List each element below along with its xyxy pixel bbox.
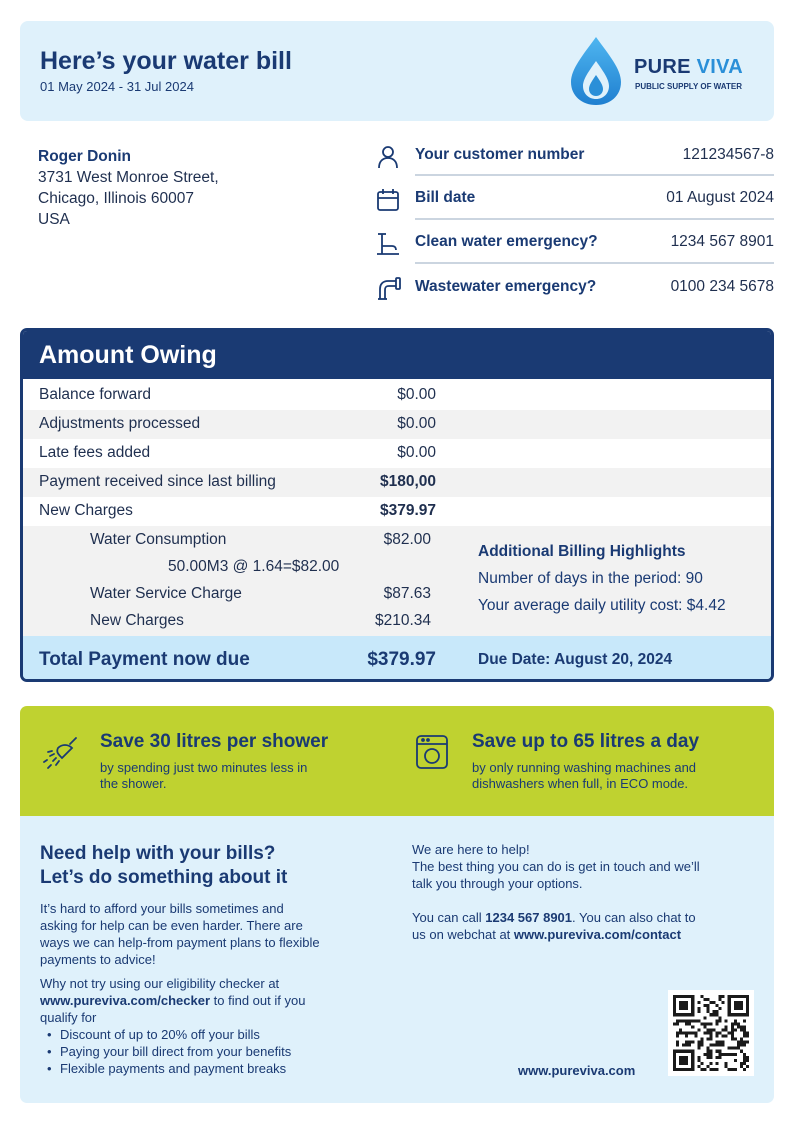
customer-number-label: Your customer number: [415, 146, 585, 163]
eligibility-paragraph: [40, 975, 305, 1026]
brand-tagline: PUBLIC SUPPLY OF WATER: [635, 82, 742, 91]
table-row: [23, 497, 771, 526]
wastewater-emergency-label: Wastewater emergency?: [415, 278, 597, 295]
tip-text: [100, 760, 307, 792]
website-link[interactable]: www.pureviva.com: [518, 1063, 636, 1078]
text-fragment: us on webchat at: [412, 927, 514, 942]
tip-title: Save 30 litres per shower: [100, 731, 329, 752]
page-title: Here’s your water bill: [40, 47, 292, 75]
water-consumption-value: $82.00: [383, 531, 431, 548]
water-drop-logo-icon: [569, 35, 623, 107]
days-in-period: Number of days in the period: 90: [478, 570, 703, 587]
text-line: [40, 992, 305, 1009]
customer-address: [38, 146, 219, 230]
total-value: $379.97: [367, 649, 436, 670]
list-item: • Paying your bill direct from your benefits: [60, 1043, 291, 1060]
checker-link[interactable]: www.pureviva.com/checker: [40, 993, 211, 1008]
address-line: Chicago, Illinois 60007: [38, 190, 194, 207]
text-line: payments to advice!: [40, 952, 156, 967]
help-heading-line: Need help with your bills?: [40, 843, 276, 864]
billing-period: 01 May 2024 - 31 Jul 2024: [40, 79, 194, 94]
service-charge-label: Water Service Charge: [90, 585, 242, 602]
bill-date-value: 01 August 2024: [666, 189, 774, 206]
row-label: Payment received since last billing: [39, 473, 276, 490]
divider: [415, 218, 774, 220]
clean-water-emergency-number: 1234 567 8901: [670, 233, 774, 250]
text-line: talk you through your options.: [412, 876, 583, 891]
text-line: We are here to help!: [412, 842, 530, 857]
text-line: Why not try using our eligibility checker at: [40, 976, 280, 991]
tip-text: [472, 760, 696, 792]
water-saving-tips: [20, 706, 774, 816]
row-value: $0.00: [397, 386, 436, 403]
brand-name: [634, 56, 743, 79]
divider: [415, 174, 774, 176]
table-row: [23, 410, 771, 439]
row-label: Late fees added: [39, 444, 151, 461]
tip-text-line: dishwashers when full, in ECO mode.: [472, 776, 689, 791]
help-heading-line: Let’s do something about it: [40, 867, 288, 888]
amount-owing-header: [23, 331, 771, 379]
tip-text-line: the shower.: [100, 776, 167, 791]
help-section: [20, 816, 774, 1103]
text-fragment: . You can also chat to: [572, 910, 696, 925]
table-row: [23, 439, 771, 468]
wastewater-emergency-row: [372, 275, 774, 319]
wastewater-emergency-number: 0100 234 5678: [670, 278, 774, 295]
faucet-icon: [374, 230, 402, 258]
clean-water-emergency-row: [372, 230, 774, 274]
qr-code-image: [673, 995, 749, 1071]
divider: [415, 262, 774, 264]
new-charges-label: New Charges: [90, 612, 184, 629]
text-fragment: to find out if you: [210, 993, 306, 1008]
customer-name: Roger Donin: [38, 148, 131, 165]
tip-title: Save up to 65 litres a day: [472, 731, 700, 752]
qr-code: [668, 990, 754, 1076]
text-fragment: You can call: [412, 910, 486, 925]
row-value: $0.00: [397, 444, 436, 461]
total-due-row: [23, 636, 771, 682]
calendar-icon: [374, 186, 402, 214]
tip-text-line: by spending just two minutes less in: [100, 760, 308, 775]
customer-number-value: 121234567-8: [682, 146, 774, 163]
amount-owing-title: Amount Owing: [39, 341, 217, 369]
brand-name-accent: VIVA: [696, 56, 744, 78]
row-label: New Charges: [39, 502, 133, 519]
table-row: [23, 381, 771, 410]
brand-name-main: PURE: [634, 56, 691, 78]
shower-icon: [40, 734, 80, 774]
contact-paragraph: [412, 841, 700, 892]
help-paragraph: [40, 900, 320, 968]
text-line: qualify for: [40, 1010, 97, 1025]
text-line: asking for help can be even harder. There are: [40, 918, 303, 933]
list-item: • Flexible payments and payment breaks: [60, 1060, 286, 1077]
row-value: $0.00: [397, 415, 436, 432]
phone-number[interactable]: 1234 567 8901: [485, 910, 573, 925]
service-charge-value: $87.63: [383, 585, 431, 602]
text-line: [412, 926, 696, 943]
due-date: Due Date: August 20, 2024: [478, 651, 673, 668]
address-line: 3731 West Monroe Street,: [38, 169, 219, 186]
pipe-icon: [374, 275, 402, 303]
table-row: [23, 468, 771, 497]
clean-water-emergency-label: Clean water emergency?: [415, 233, 598, 250]
bill-date-row: [372, 186, 774, 230]
contact-link[interactable]: www.pureviva.com/contact: [513, 927, 682, 942]
text-line: [412, 909, 696, 926]
charges-detail: [23, 526, 771, 636]
bill-header: [20, 21, 774, 121]
address-country: USA: [38, 211, 70, 228]
average-daily-cost: Your average daily utility cost: $4.42: [478, 597, 726, 614]
row-label: Adjustments processed: [39, 415, 201, 432]
row-value: $379.97: [379, 502, 436, 519]
customer-number-row: [372, 143, 774, 187]
washing-machine-icon: [412, 732, 452, 772]
amount-owing-panel: [20, 328, 774, 682]
consumption-calculation: 50.00M3 @ 1.64=$82.00: [168, 558, 340, 575]
help-heading: [40, 842, 287, 890]
call-paragraph: [412, 909, 696, 943]
new-charges-value: $210.34: [374, 612, 431, 629]
tip-text-line: by only running washing machines and: [472, 760, 697, 775]
text-line: The best thing you can do is get in touch and we’ll: [412, 859, 700, 874]
person-icon: [374, 143, 402, 171]
list-item: • Discount of up to 20% off your bills: [60, 1026, 260, 1043]
highlights-title: Additional Billing Highlights: [478, 543, 686, 560]
text-line: It’s hard to afford your bills sometimes and: [40, 901, 284, 916]
water-consumption-label: Water Consumption: [90, 531, 227, 548]
row-value: $180,00: [379, 473, 436, 490]
total-label: Total Payment now due: [39, 649, 250, 670]
text-line: ways we can help-from payment plans to flexible: [40, 935, 320, 950]
bill-date-label: Bill date: [415, 189, 476, 206]
row-label: Balance forward: [39, 386, 152, 403]
